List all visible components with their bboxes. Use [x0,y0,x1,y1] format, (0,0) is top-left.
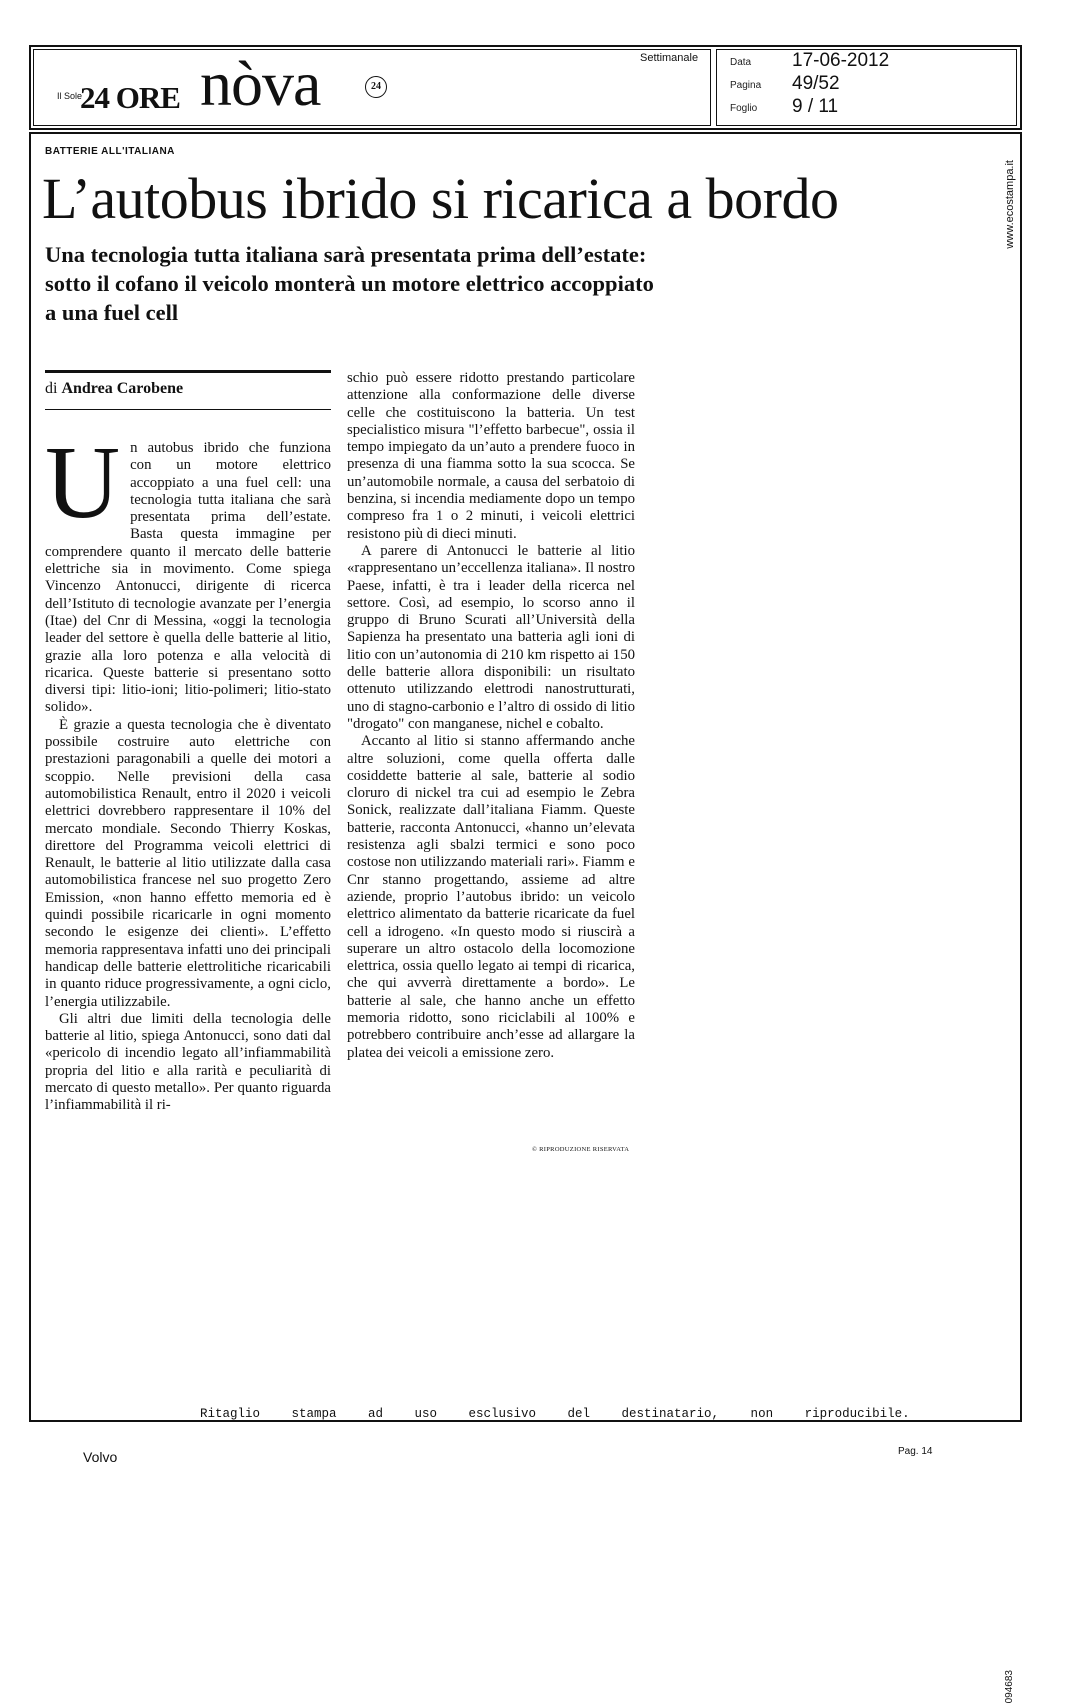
masthead-sole: Il Sole [57,91,83,101]
article-column-2 [347,370,635,1062]
byline-prefix: di [45,380,58,397]
article-kicker: BATTERIE ALL'ITALIANA [45,146,175,157]
article-headline: L’autobus ibrido si ricarica a bordo [42,166,839,231]
page-label: Pagina [730,80,762,91]
paragraph: A parere di Antonucci le batterie al litio «rappresentano un’eccellenza italiana». Il nostro Paese, infatti, è tra i leader della ricerca nel settore. Così, ad esempio, lo scorso anno il gruppo di Bruno Scurati all’Università della Sapienza ha presentato una batteria agli ioni di litio con un’autonomia di 210 km rispetto ai 150 delle batterie allora disponibili: un risultato ottenuto utilizzando elettrodi nanostrutturati, uno di stagno-carbonio e l’altro di ossido di litio "drogato" con manganese, nichel e cobalto. [347,542,635,732]
side-code: 094683 [1004,1670,1015,1703]
masthead-24-badge: 24 [365,76,387,98]
masthead-24ore-logo: 24 ORE [80,80,180,115]
frequency-label: Settimanale [640,52,699,64]
dropcap: U [45,425,121,540]
sheet-value: 9 / 11 [792,96,839,117]
date-value: 17-06-2012 [792,50,890,71]
paragraph: Accanto al litio si stanno affermando anche altre soluzioni, come quella offerta dalle cosiddette batterie al sale, batterie al sodio cloruro di nickel tra cui ad esempio le Zebra Sonick, realizzate dall’italiana Fiamm. Queste batterie, racconta Antonucci, «hanno un’elevata resistenza agli sbalzi termici e sono poco costose non utilizzando materiali rari». Fiamm e Cnr stanno progettando, assieme ad altre aziende, proprio l’autobus ibrido: un veicolo elettrico alimentato da batterie ricaricate da fuel cell a idrogeno. «In questo modo si riuscirà a superare un altro ostacolo della locomozione elettrica, ossia quello legato ai tempi di ricarica, che qui avverrà direttamente a bordo». Le batterie al sale, che hanno anche un effetto memoria ridotto, sono riciclabili al 100% e potrebbero contribuire anch’esse ad allargare la platea dei veicoli a emissione zero. [347,733,635,1061]
paragraph: schio può essere ridotto prestando particolare attenzione alla conformazione delle diverse celle che costituiscono la batteria. Un test specialistico misura "l’effetto barbecue", ossia il tempo impiegato da un’auto a prendere fuoco in presenza di una fiamma sotto la sua scocca. Se un’automobile normale, a causa del serbatoio di benzina, si incendia mediamente dopo un tempo compreso fra 1 o 2 minuti, i veicoli elettrici resistono più di dieci minuti. [347,370,635,542]
byline-bottom-rule [45,409,331,410]
byline [45,380,183,398]
masthead-nova-logo: nòva [200,48,321,119]
article-column-1 [45,425,331,1115]
page-value: 49/52 [792,73,840,94]
byline-top-rule [45,370,331,373]
paragraph [45,425,331,717]
paragraph-text: n autobus ibrido che funziona con un motore elettrico accoppiato a una fuel cell: una tecnologia tutta italiana che sarà presentata prima dell’estate. Basta questa immagine per comprendere quanto il mercato delle batterie elettriche sia in movimento. Come spiega Vincenzo Antonucci, dirigente di ricerca dell’Istituto di tecnologie avanzate per l’energia (Itae) del Cnr di Messina, «oggi la tecnologia leader del settore è quella delle batterie al litio, grazie alla loro potenza e alla velocità di ricarica. Queste batterie si presentano sotto diversi tipi: litio-ioni; litio-polimeri; litio-stato solido». [45,440,331,716]
date-label: Data [730,57,752,68]
article-subhead: Una tecnologia tutta italiana sarà presentata prima dell’estate: sotto il cofano il veicolo monterà un motore elettrico accoppiato a una fuel cell [45,242,654,325]
footer-page-number: Pag. 14 [898,1446,933,1457]
footer-client: Volvo [83,1449,118,1465]
side-url: www.ecostampa.it [1004,160,1016,249]
byline-author: Andrea Carobene [61,380,184,397]
footer-note: Ritaglio stampa ad uso esclusivo del destinatario, non riproducibile. [200,1407,910,1421]
paragraph: È grazie a questa tecnologia che è diventato possibile costruire auto elettriche con prestazioni paragonabili a quelle dei motori a scoppio. Nelle previsioni della casa automobilistica Renault, entro il 2020 i veicoli elettrici dovrebbero rappresentare il 10% del mercato mondiale. Secondo Thierry Koskas, direttore del Programma veicoli elettrici di Renault, le batterie al litio utilizzate dalla casa automobilistica francese nel suo progetto Zero Emission, «non hanno effetto memoria ed è quindi possibile ricaricarle in ogni momento secondo le esigenze dei clienti». L’effetto memoria rappresentava infatti uno dei principali handicap delle batterie elettrolitiche ricaricabili in quanto riduce progressivamente, a ogni ciclo, l’energia utilizzabile. [45,716,331,1010]
sheet-label: Foglio [730,103,758,114]
paragraph: Gli altri due limiti della tecnologia delle batterie al litio, spiega Antonucci, sono dati dal «pericolo di incendio legato all’infiammabilità propria del litio e alla rarità e peculiarità di mercato di questo metallo». Per quanto riguarda l’infiammabilità il ri- [45,1010,331,1114]
copyright-note: © RIPRODUZIONE RISERVATA [532,1146,630,1153]
